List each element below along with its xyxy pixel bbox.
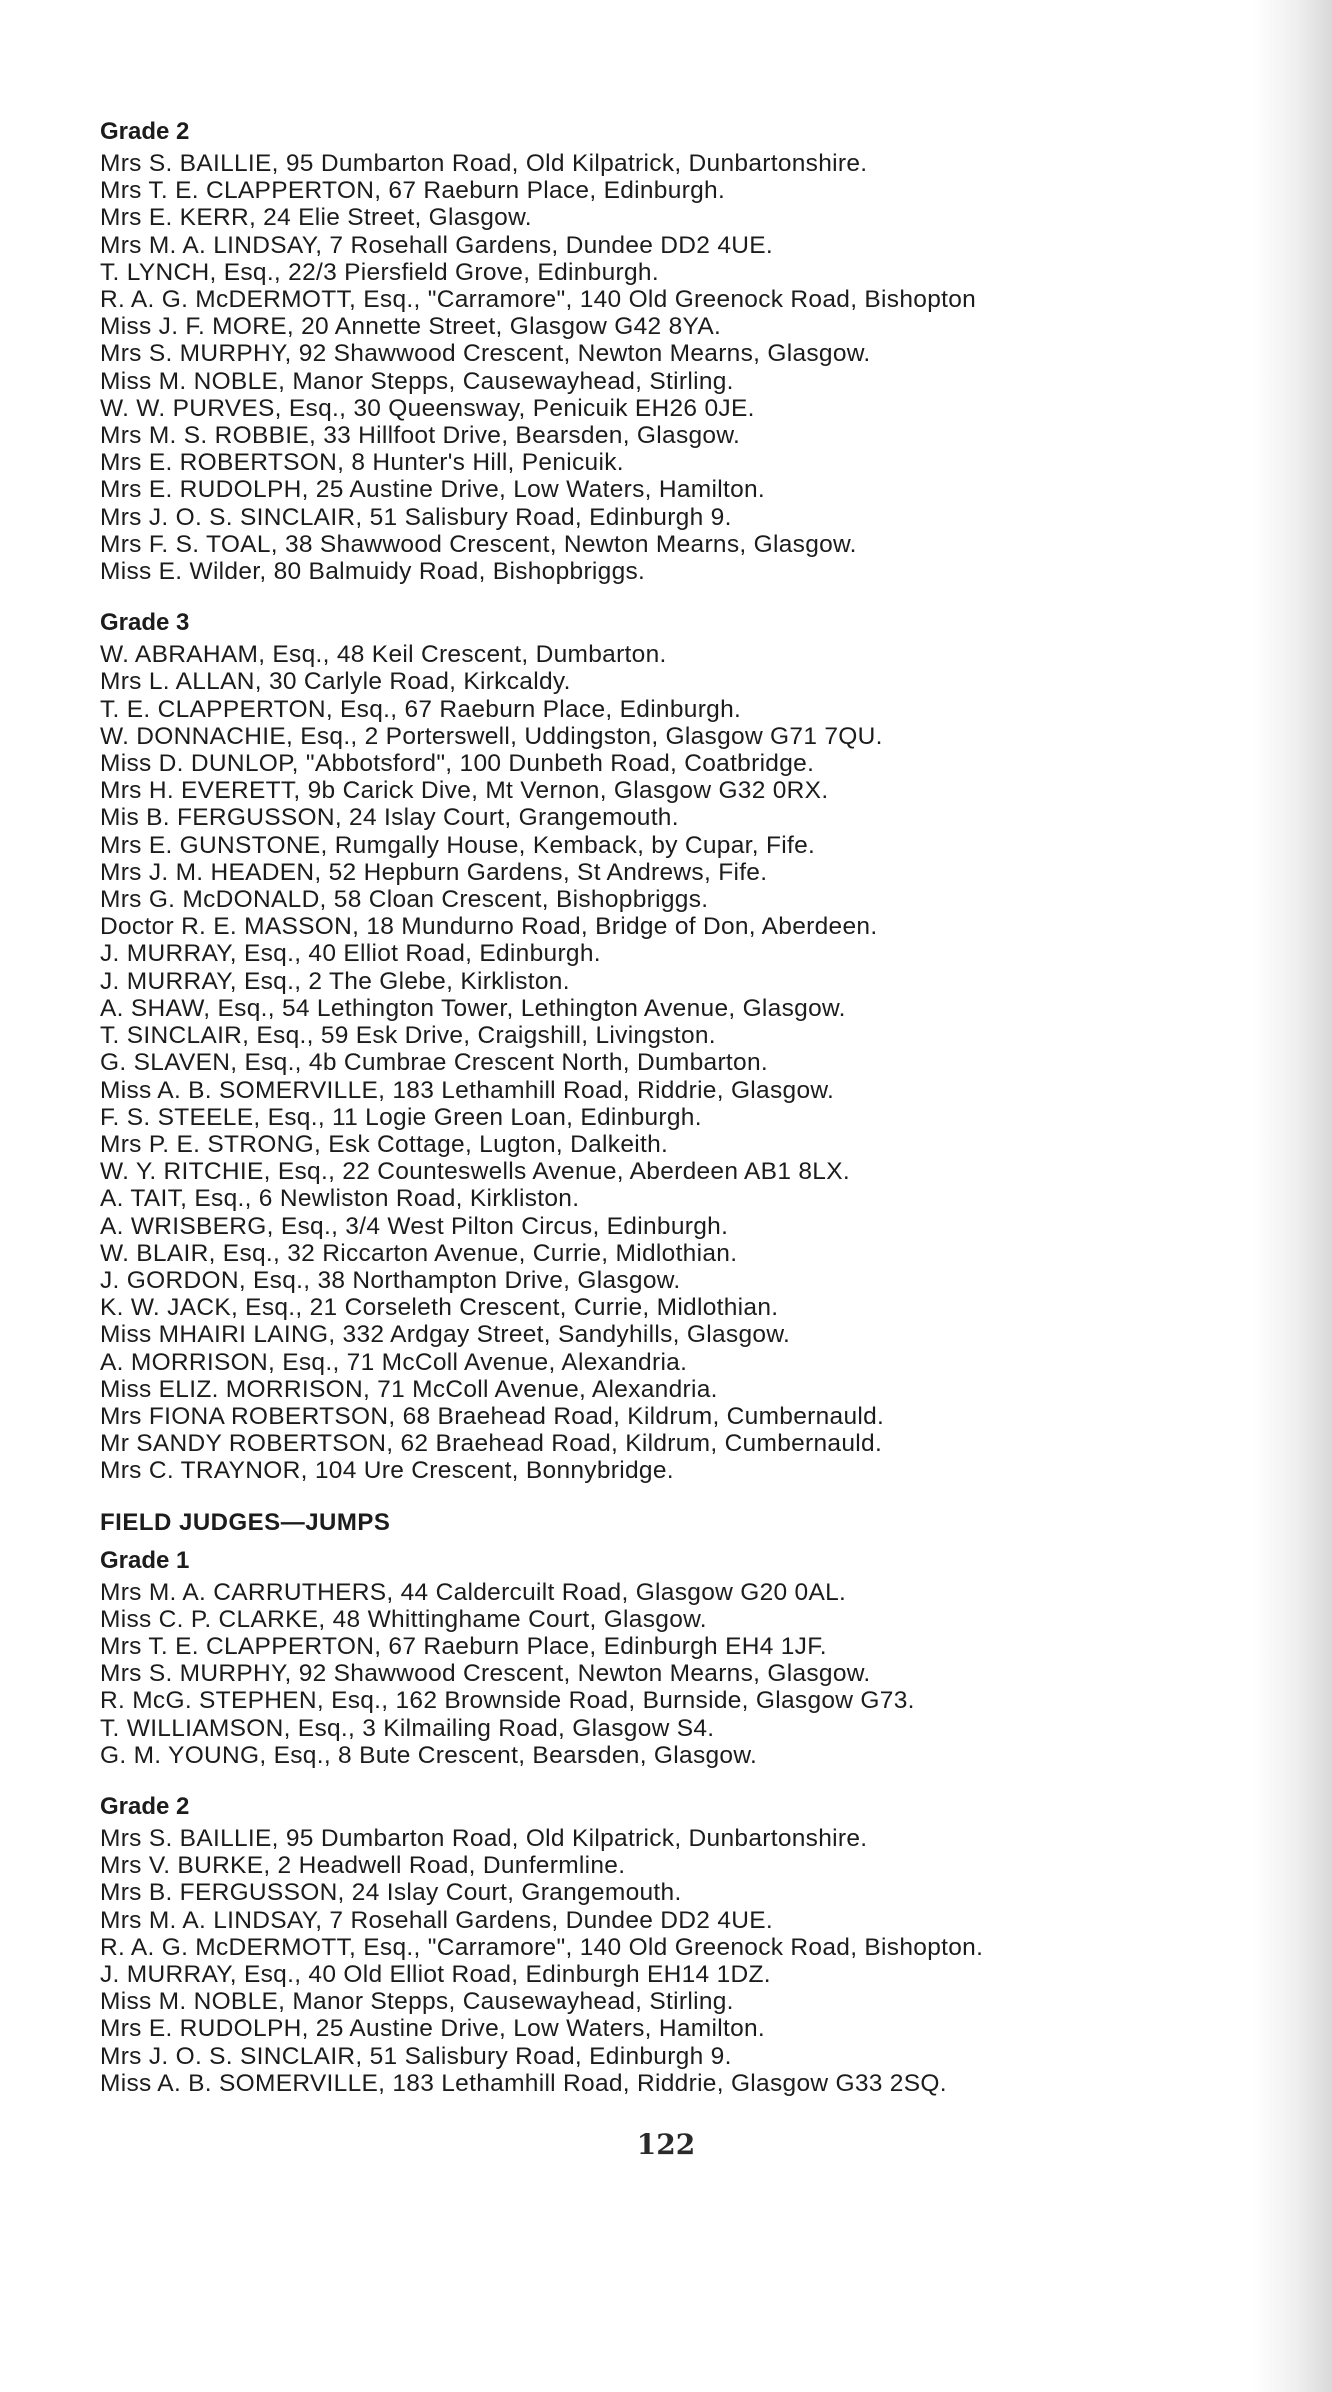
judge-entry: Miss C. P. CLARKE, 48 Whittinghame Court, Glasgow. — [100, 1605, 707, 1633]
judge-entry: Mrs P. E. STRONG, Esk Cottage, Lugton, Dalkeith. — [100, 1130, 669, 1158]
judge-entry: Miss MHAIRI LAING, 332 Ardgay Street, Sandyhills, Glasgow. — [100, 1321, 791, 1349]
judge-entry: T. LYNCH, Esq., 22/3 Piersfield Grove, Edinburgh. — [100, 258, 659, 286]
judge-entry: Mrs H. EVERETT, 9b Carick Dive, Mt Vernon, Glasgow G32 0RX. — [100, 777, 829, 805]
grade-heading: Grade 3 — [100, 609, 190, 637]
section-heading: FIELD JUDGES—JUMPS — [100, 1508, 391, 1536]
judge-entry: W. BLAIR, Esq., 32 Riccarton Avenue, Currie, Midlothian. — [100, 1239, 738, 1267]
judge-entry: Miss M. NOBLE, Manor Stepps, Causewayhead, Stirling. — [100, 367, 734, 395]
judge-entry: A. SHAW, Esq., 54 Lethington Tower, Lethington Avenue, Glasgow. — [100, 994, 846, 1022]
judge-entry: Doctor R. E. MASSON, 18 Mundurno Road, Bridge of Don, Aberdeen. — [100, 913, 878, 941]
judge-entry: A. MORRISON, Esq., 71 McColl Avenue, Alexandria. — [100, 1348, 688, 1376]
judge-entry: Mrs T. E. CLAPPERTON, 67 Raeburn Place, Edinburgh EH4 1JF. — [100, 1632, 827, 1660]
judge-entry: W. ABRAHAM, Esq., 48 Keil Crescent, Dumbarton. — [100, 641, 667, 669]
section-track-judges-continued — [100, 118, 1285, 1485]
grade-block-grade-1 — [100, 1547, 1285, 1769]
entry-list — [100, 150, 1285, 585]
grade-heading: Grade 2 — [100, 1792, 190, 1820]
grade-block-grade-3 — [100, 609, 1285, 1484]
judge-entry: Mrs M. A. LINDSAY, 7 Rosehall Gardens, Dundee DD2 4UE. — [100, 1906, 773, 1934]
judge-entry: Mrs V. BURKE, 2 Headwell Road, Dunfermline. — [100, 1852, 626, 1880]
judge-entry: Mrs J. M. HEADEN, 52 Hepburn Gardens, St Andrews, Fife. — [100, 858, 768, 886]
judge-entry: Miss D. DUNLOP, "Abbotsford", 100 Dunbeth Road, Coatbridge. — [100, 750, 815, 778]
judge-entry: A. WRISBERG, Esq., 3/4 West Pilton Circus, Edinburgh. — [100, 1212, 729, 1240]
judge-entry: Mrs S. BAILLIE, 95 Dumbarton Road, Old Kilpatrick, Dunbartonshire. — [100, 1824, 868, 1852]
judge-entry: Miss M. NOBLE, Manor Stepps, Causewayhead, Stirling. — [100, 1988, 734, 2016]
judge-entry: W. Y. RITCHIE, Esq., 22 Counteswells Avenue, Aberdeen AB1 8LX. — [100, 1158, 850, 1186]
judge-entry: R. A. G. McDERMOTT, Esq., "Carramore", 140 Old Greenock Road, Bishopton. — [100, 1933, 984, 1961]
grade-heading: Grade 1 — [100, 1546, 190, 1574]
judge-entry: Mrs J. O. S. SINCLAIR, 51 Salisbury Road, Edinburgh 9. — [100, 503, 732, 531]
judge-entry: Miss A. B. SOMERVILLE, 183 Lethamhill Road, Riddrie, Glasgow. — [100, 1076, 835, 1104]
judge-entry: W. DONNACHIE, Esq., 2 Porterswell, Uddingston, Glasgow G71 7QU. — [100, 722, 883, 750]
judge-entry: Mrs E. RUDOLPH, 25 Austine Drive, Low Waters, Hamilton. — [100, 2015, 766, 2043]
judge-entry: K. W. JACK, Esq., 21 Corseleth Crescent, Currie, Midlothian. — [100, 1294, 779, 1322]
judge-entry: Mis B. FERGUSSON, 24 Islay Court, Grangemouth. — [100, 804, 679, 832]
entry-list — [100, 641, 1285, 1484]
judge-entry: Mrs FIONA ROBERTSON, 68 Braehead Road, Kildrum, Cumbernauld. — [100, 1402, 885, 1430]
page-number: 122 — [636, 2128, 696, 2161]
judge-entry: J. MURRAY, Esq., 40 Old Elliot Road, Edinburgh EH14 1DZ. — [100, 1960, 771, 1988]
judge-entry: G. M. YOUNG, Esq., 8 Bute Crescent, Bearsden, Glasgow. — [100, 1741, 758, 1769]
judge-entry: R. A. G. McDERMOTT, Esq., "Carramore", 140 Old Greenock Road, Bishopton — [100, 286, 977, 314]
grade-block-grade-2 — [100, 1793, 1285, 2097]
judge-entry: A. TAIT, Esq., 6 Newliston Road, Kirkliston. — [100, 1185, 580, 1213]
judge-entry: Mr SANDY ROBERTSON, 62 Braehead Road, Kildrum, Cumbernauld. — [100, 1430, 883, 1458]
judge-entry: Mrs S. BAILLIE, 95 Dumbarton Road, Old Kilpatrick, Dunbartonshire. — [100, 150, 868, 177]
judges-directory — [100, 118, 1285, 2121]
judge-entry: Miss ELIZ. MORRISON, 71 McColl Avenue, Alexandria. — [100, 1375, 718, 1403]
judge-entry: T. SINCLAIR, Esq., 59 Esk Drive, Craigshill, Livingston. — [100, 1022, 716, 1050]
judge-entry: Mrs L. ALLAN, 30 Carlyle Road, Kirkcaldy. — [100, 668, 571, 696]
judge-entry: Mrs S. MURPHY, 92 Shawwood Crescent, Newton Mearns, Glasgow. — [100, 1660, 871, 1688]
judge-entry: Mrs E. GUNSTONE, Rumgally House, Kemback, by Cupar, Fife. — [100, 831, 816, 859]
judge-entry: Mrs G. McDONALD, 58 Cloan Crescent, Bishopbriggs. — [100, 886, 709, 914]
judge-entry: Mrs E. KERR, 24 Elie Street, Glasgow. — [100, 204, 532, 232]
entry-list — [100, 1825, 1285, 2097]
judge-entry: G. SLAVEN, Esq., 4b Cumbrae Crescent North, Dumbarton. — [100, 1049, 768, 1077]
judge-entry: Miss A. B. SOMERVILLE, 183 Lethamhill Road, Riddrie, Glasgow G33 2SQ. — [100, 2069, 947, 2097]
grade-block-grade-2 — [100, 118, 1285, 585]
judge-entry: J. GORDON, Esq., 38 Northampton Drive, Glasgow. — [100, 1266, 681, 1294]
entry-list — [100, 1579, 1285, 1769]
section-field-judges-jumps — [100, 1509, 1285, 2097]
judge-entry: Mrs M. A. LINDSAY, 7 Rosehall Gardens, Dundee DD2 4UE. — [100, 231, 773, 259]
judge-entry: T. E. CLAPPERTON, Esq., 67 Raeburn Place, Edinburgh. — [100, 695, 742, 723]
judge-entry: Mrs M. S. ROBBIE, 33 Hillfoot Drive, Bearsden, Glasgow. — [100, 422, 741, 450]
judge-entry: Mrs E. RUDOLPH, 25 Austine Drive, Low Waters, Hamilton. — [100, 476, 766, 504]
judge-entry: J. MURRAY, Esq., 40 Elliot Road, Edinburgh. — [100, 940, 601, 968]
judge-entry: Mrs B. FERGUSSON, 24 Islay Court, Grangemouth. — [100, 1879, 682, 1907]
judge-entry: R. McG. STEPHEN, Esq., 162 Brownside Road, Burnside, Glasgow G73. — [100, 1687, 915, 1715]
judge-entry: J. MURRAY, Esq., 2 The Glebe, Kirkliston. — [100, 967, 570, 995]
judge-entry: Miss E. Wilder, 80 Balmuidy Road, Bishopbriggs. — [100, 558, 646, 586]
judge-entry: Mrs F. S. TOAL, 38 Shawwood Crescent, Newton Mearns, Glasgow. — [100, 530, 857, 558]
judge-entry: T. WILLIAMSON, Esq., 3 Kilmailing Road, Glasgow S4. — [100, 1714, 715, 1742]
judge-entry: Mrs E. ROBERTSON, 8 Hunter's Hill, Penicuik. — [100, 449, 624, 477]
judge-entry: Mrs J. O. S. SINCLAIR, 51 Salisbury Road, Edinburgh 9. — [100, 2042, 732, 2070]
grade-heading: Grade 2 — [100, 118, 190, 145]
judge-entry: Mrs C. TRAYNOR, 104 Ure Crescent, Bonnybridge. — [100, 1457, 674, 1485]
judge-entry: Mrs T. E. CLAPPERTON, 67 Raeburn Place, Edinburgh. — [100, 177, 726, 205]
judge-entry: Mrs M. A. CARRUTHERS, 44 Caldercuilt Road, Glasgow G20 0AL. — [100, 1578, 847, 1606]
judge-entry: F. S. STEELE, Esq., 11 Logie Green Loan, Edinburgh. — [100, 1103, 702, 1131]
judge-entry: Mrs S. MURPHY, 92 Shawwood Crescent, Newton Mearns, Glasgow. — [100, 340, 871, 368]
judge-entry: Miss J. F. MORE, 20 Annette Street, Glasgow G42 8YA. — [100, 313, 722, 341]
judge-entry: W. W. PURVES, Esq., 30 Queensway, Penicuik EH26 0JE. — [100, 394, 755, 422]
